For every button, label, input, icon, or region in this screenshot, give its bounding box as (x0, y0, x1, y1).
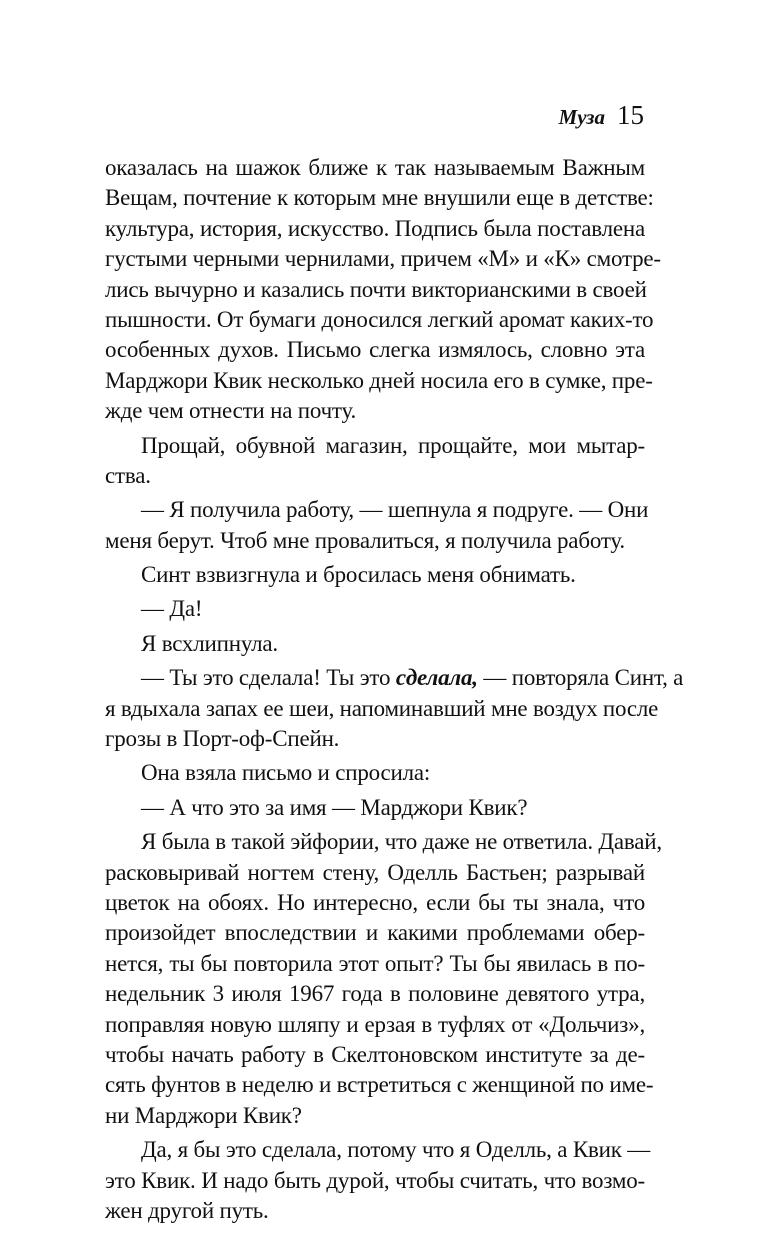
text-line: цветок на обоях. Но интересно, если бы ты знала, что (105, 889, 645, 915)
text-line: грозы в Порт-оф-Спейн. (105, 726, 340, 752)
paragraph (105, 560, 645, 590)
paragraph (105, 1135, 651, 1226)
paragraph (105, 663, 684, 754)
paragraph (105, 827, 662, 1131)
text-line: поправляя новую шляпу и ерзая в туфлях от «Дольчиз», (105, 1011, 645, 1037)
page-number: 15 (617, 100, 644, 130)
text-line: культура, история, искусство. Подпись была поставлена (105, 215, 645, 241)
text-line: расковыривай ногтем стену, Оделль Бастьен; разрывай (105, 859, 645, 885)
running-head-title: Муза (558, 105, 605, 129)
paragraph (105, 793, 645, 823)
emphasis: сделала, (395, 665, 478, 691)
text-line: я вдыхала запах ее шеи, напоминавший мне воздух после (105, 695, 659, 721)
paragraph (105, 594, 645, 624)
text-line: густыми черными чернилами, причем «М» и «К» смотре- (105, 246, 661, 272)
text-line: чтобы начать работу в Скелтоновском институте за де- (105, 1041, 645, 1067)
text-line: недельник 3 июля 1967 года в половине девятого утра, (105, 981, 645, 1007)
text-run: — Ты это сделала! Ты это (141, 665, 396, 691)
text-line: жде чем отнести на почту. (105, 398, 357, 424)
text-line: Вещам, почтение к которым мне внушили еще в детстве: (105, 185, 654, 211)
paragraph (105, 758, 645, 788)
text-line: — Я получила работу, — шепнула я подруге. — Они (141, 497, 649, 523)
text-line: Я была в такой эйфории, что даже не ответила. Давай, (141, 829, 662, 855)
text-line: Да, я бы это сделала, потому что я Оделль, а Квик — (141, 1137, 651, 1163)
text-line: меня берут. Чтоб мне провалиться, я получила работу. (105, 527, 625, 553)
paragraph (105, 431, 645, 492)
text-line: Синт взвизгнула и бросилась меня обнимать. (141, 562, 576, 588)
text-line: жен другой путь. (105, 1197, 269, 1223)
paragraph (105, 495, 649, 556)
paragraph (105, 629, 645, 659)
text-line: — Да! (141, 596, 203, 622)
text-line: Прощай, обувной магазин, прощайте, мои мытар- (141, 432, 645, 458)
text-line: это Квик. И надо быть дурой, чтобы считать, что возмо- (105, 1167, 645, 1193)
text-line: сять фунтов в неделю и встретиться с женщиной по име- (105, 1072, 654, 1098)
text-run: — повторяла Синт, а (477, 665, 684, 691)
text-line: пышности. От бумаги доносился легкий аромат каких-то (105, 306, 654, 332)
text-line: особенных духов. Письмо слегка измялось, словно эта (105, 337, 645, 363)
text-line: произойдет впоследствии и какими проблемами обер- (105, 920, 645, 946)
text-line: нется, ты бы повторила этот опыт? Ты бы явилась в по- (105, 950, 645, 976)
text-line: лись вычурно и казались почти викторианскими в своей (105, 276, 647, 302)
text-line: Марджори Квик несколько дней носила его в сумке, пре- (105, 367, 653, 393)
text-line (105, 663, 684, 693)
text-line: — А что это за имя — Марджори Квик? (141, 794, 528, 820)
paragraph (105, 153, 661, 427)
running-head (559, 100, 644, 131)
text-line: Я всхлипнула. (141, 630, 278, 656)
text-line: Она взяла письмо и спросила: (141, 760, 431, 786)
text-line: ства. (105, 462, 151, 488)
text-line: оказалась на шажок ближе к так называемым Важным (105, 155, 645, 180)
text-line: ни Марджори Квик? (105, 1102, 302, 1128)
page-text (105, 153, 684, 1226)
